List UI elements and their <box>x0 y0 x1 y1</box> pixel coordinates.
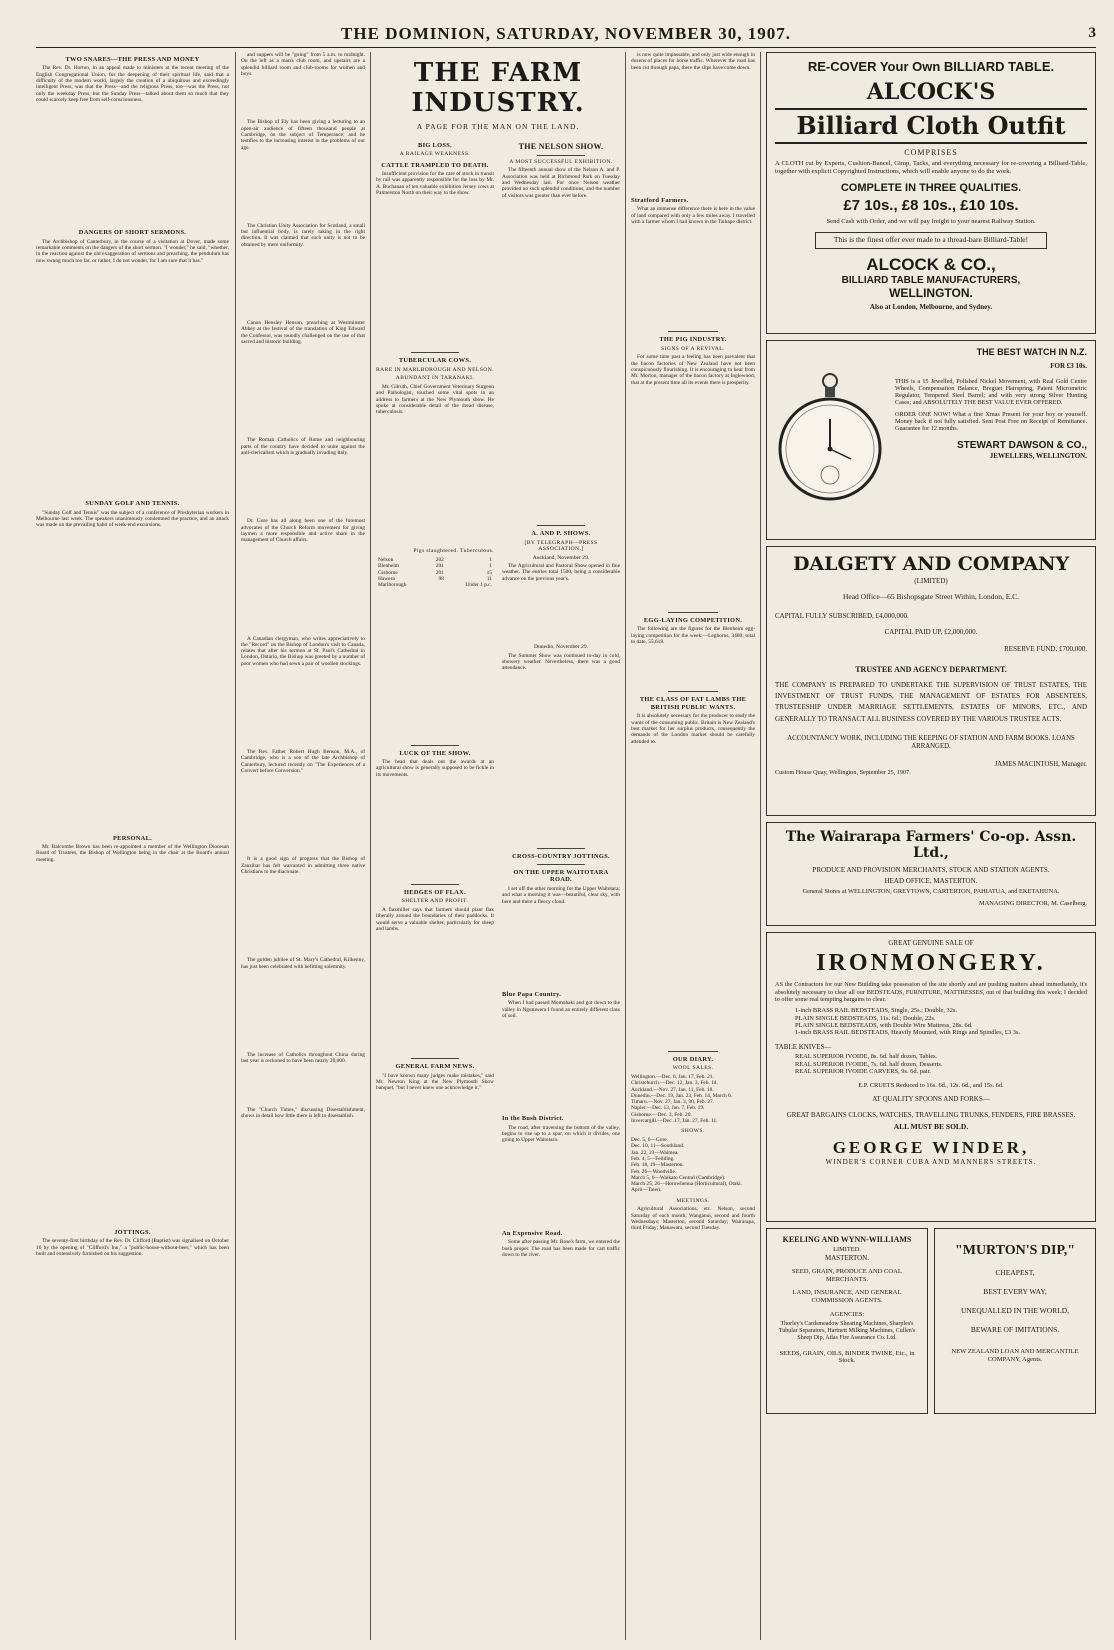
article-text: The seventy-first birthday of the Rev. Dr. Clifford (Baptist) was signalised on October 16 by the opening of "Clifford's Inn," a "public-house-without-beer," which has been built and extensively furnished on his suggestion. <box>36 1238 229 1258</box>
article-text: "I have known many judges make mistakes," said Mr. Newton King at the New Plymouth Show banquet, "but I never knew one acknowledge it." <box>376 1072 494 1092</box>
ad-bargains: GREAT BARGAINS CLOCKS, WATCHES, TRAVELLING TRUNKS, FENDERS, FIRE BRASSES. <box>786 1111 1076 1120</box>
heading: THE CLASS OF FAT LAMBS THE BRITISH PUBLIC WANTS. <box>639 696 747 711</box>
heading: A. AND P. SHOWS. <box>531 530 591 538</box>
article-text: A Canadian clergyman, who writes appreciatively to the "Record" on the Bishop of London's visit to Canada, relates that after his sermon at St. Paul's Cathedral in London, Ontario, the Bishop was greeted by a number of poor women who had sewn a pair of woollen stockings. <box>241 635 365 667</box>
subheading: A MOST SUCCESSFUL EXHIBITION. <box>509 158 613 165</box>
section-subtitle: A PAGE FOR THE MAN ON THE LAND. <box>416 121 580 131</box>
column-rule <box>370 52 371 1640</box>
heading: THE PIG INDUSTRY. <box>659 336 727 344</box>
ad-tag: GREAT GENUINE SALE OF <box>888 939 974 947</box>
article-text: The "Church Times," discussing Disestablishment, shows in detail how little there is left to disestablish. <box>241 1106 365 1119</box>
knife-item: REAL SUPERIOR IVOIDE, 7s. 6d. half dozen, Desserts. <box>795 1060 943 1068</box>
table-cell-district: Hawera <box>378 575 395 582</box>
ad-manager: MANAGING DIRECTOR, M. Caselberg. <box>978 899 1087 907</box>
knife-item: REAL SUPERIOR IVOIDE CARVERS, 9s. 6d. pair. <box>795 1068 931 1076</box>
table-cell-district: Gisborne <box>378 569 398 576</box>
ironmongery-ad <box>766 932 1096 1222</box>
bedstead-item: 1-inch BRASS RAIL BEDSTEADS, Single, 25s.; Double, 32s. <box>795 1007 958 1015</box>
stewart-dawson-watch-ad <box>766 340 1096 540</box>
article-text: For some time past a feeling has been prevalent that the bacon factories of New Zealand have not been conspicuously flourishing. It is encouraging to hear from Mr. Morton, manager of the bacon factory at Inglewood, that at the present time all its events there is prosperity. <box>631 354 755 386</box>
heading: THE NELSON SHOW. <box>518 141 604 151</box>
ad-seeds: SEEDS, GRAIN, OILS, BINDER TWINE, Etc., in Stock. <box>779 1349 915 1365</box>
article-text: The road, after traversing the bottom of the valley, begins to rise up to a spur, on which it divides, one going to Upper Waitotara. <box>502 1124 620 1144</box>
ad-agencies-head: AGENCIES: <box>829 1310 865 1318</box>
ad-name: DALGETY AND COMPANY <box>792 553 1070 575</box>
article-text: I set off the other morning for the Upper Waitotara; and what a morning it was—beautiful, clear sky, with here and there a fleecy cloud. <box>502 885 620 905</box>
article-text: The Christian Unity Association for Scotland, a small but influential body, is rarely taking in the right direction. It was claimed that such unity is not to be obtained by mere uniformity. <box>241 222 365 248</box>
knife-item: REAL SUPERIOR IVOIDE, 8s. 6d. half dozen, Tables. <box>795 1053 938 1061</box>
wool-sale-item: Timaru.—Nov. 27, Jan. 3, 30, Feb. 27. <box>631 1099 715 1106</box>
bedstead-item: PLAIN SINGLE BEDSTEADS, 11s. 6d.; Double, 22s. <box>795 1014 936 1022</box>
show-item: Dec. 10, 11—Southland. <box>631 1143 685 1150</box>
show-item: April—Taieri. <box>631 1187 662 1194</box>
wool-sale-item: Napier.—Dec. 13, Jan. 7, Feb. 19. <box>631 1105 705 1112</box>
heading: ON THE UPPER WAITOTARA ROAD. <box>513 869 609 884</box>
ad-comprises: COMPRISES <box>904 148 958 158</box>
article-text: The fifteenth annual show of the Nelson A. and P. Association was held at Richmond Park on Tuesday and Wednesday last. For once Nelson weather provided no such splendid conditions, and the number of visitors was greater than ever before. <box>502 167 620 199</box>
heading: CATTLE TRAMPLED TO DEATH. <box>381 161 489 169</box>
ad-boxed: This is the finest offer ever made to a thread-bare Billiard-Table! <box>815 232 1047 249</box>
article-text: The Bishop of Ely has been giving a lecturing to an open-air audience of fifteen thousand people at Cambridge, on the subject of Temperance; and he testifies to the increasing interest in the problems of our age. <box>241 119 365 151</box>
heading: PERSONAL. <box>112 834 153 842</box>
wool-sales-list <box>631 1074 755 1125</box>
table-cell-tb: 11 <box>486 575 492 582</box>
article-text: The Rev. Dr. Horton, in an appeal made to ministers at the recent meeting of the English Congregational Union, for the deepening of their spiritual life, said that a difficulty of the modern world, largely the creation of a ubiquitous and exceedingly intelligent Press, was that the Press—and the religious Press, too—was the Press, not only the weekday Press, but the Sunday Press—talked about them so much that they could scarcely keep free from self-consciousness. <box>36 65 229 104</box>
heading: An Expensive Road. <box>502 1229 563 1237</box>
ad-line: BEST EVERY WAY, <box>983 1287 1047 1297</box>
article-text: Mr. Balcombe Brown has been re-appointed a member of the Wellington Diocesan Board of Trustees, the Bishop of Wellington being in the chair at the Board's annual meeting. <box>36 844 229 863</box>
article-text: is now quite impassable, and only just wide enough in dozens of places for horse traffic. Wherever the road has been cut through papa, there the slips have come down. <box>631 52 755 71</box>
pocket-watch-icon <box>775 371 885 511</box>
ad-agencies: Thorley's Cardsmeadow Shearing Machines, Sharples's Tubular Separators, Hartnett Milking Machines, Cullen's Sheep Dip, Atlas Fire Assurance Co. Ltd. <box>778 1320 916 1341</box>
subheading: SIGNS OF A REVIVAL. <box>661 345 725 352</box>
ad-name: The Wairarapa Farmers' Co-op. Assn. Ltd., <box>785 829 1077 862</box>
ad-trade: PRODUCE AND PROVISION MERCHANTS, STOCK AND STATION AGENTS. <box>812 865 1050 874</box>
wool-sale-item: Christchurch.—Dec. 12, Jan. 3, Feb. 14. <box>631 1080 718 1087</box>
article-text: The golden jubilee of St. Mary's Cathedral, Kilkenny, has just been celebrated with befitting solemnity. <box>241 957 365 970</box>
table-cell-district: Blenheim <box>378 563 399 570</box>
section-title: THE FARM INDUSTRY. <box>411 58 585 119</box>
table-cell-tb: 1 <box>489 563 492 570</box>
ad-company: ALCOCK & CO., <box>866 254 996 274</box>
ad-capital-paid: CAPITAL PAID UP, £2,000,000. <box>884 628 978 637</box>
ad-prices: £7 10s., £8 10s., £10 10s. <box>843 196 1019 214</box>
heading: CROSS-COUNTRY JOTTINGS. <box>512 852 610 860</box>
heading: Stratford Farmers. <box>631 196 689 204</box>
ad-body: THE COMPANY IS PREPARED TO UNDERTAKE THE SUPERVISION OF TRUST ESTATES, THE INVESTMENT OF TRUST FUNDS, THE MANAGEMENT OF ESTATES FOR ABSENTEES, TRUSTEESHIP UNDER MARRIAGE SETTLEMENTS, ESTATES OF MINORS, ETC., AND GENERALLY TO TRANSACT ALL BUSINESS COVERED BY THE VARIOUS TRUSTEE ACTS. <box>775 681 1087 723</box>
column-church-notes <box>241 52 365 1640</box>
article-text: Canon Hensley Henson, preaching at Westminster Abbey at the festival of the translation of King Edward the Confessor, was roundly challenged on the use of that sacred and historic building. <box>241 320 365 345</box>
article-text: and suppers will be "going" from 5 a.m. to midnight. On the left as a man's club room, and upstairs are a splendid billiard room and club-rooms for women and boys. <box>241 52 365 77</box>
subheading: SHELTER AND PROFIT. <box>401 898 469 905</box>
ad-order: Send Cash with Order, and we will pay freight to your nearest Railway Station. <box>826 218 1036 226</box>
wool-sale-item: Dunedin.—Dec. 19, Jan. 23, Feb. 14, March 6. <box>631 1092 733 1099</box>
ad-also: Also at London, Melbourne, and Sydney. <box>869 303 993 312</box>
heading: TWO SNARES—THE PRESS AND MONEY <box>65 56 200 63</box>
article-text: The Roman Catholics of Rome and neighbouring parts of the country have decided to unite against the anti-clericalism which is gradually invading Italy. <box>241 437 365 456</box>
ad-intro: AS the Contractors for our New Building take possession of the site shortly and are pushing matters ahead immediately, it's absolutely necessary to clear all our BEDSTEADS, FURNITURE, MATTRESSES, out of that building this week; I decided to offer some real tempting bargains to clear. <box>775 981 1087 1003</box>
ad-town: MASTERTON. <box>825 1253 869 1262</box>
bedstead-item: PLAIN SINGLE BEDSTEADS, with Double Wire Mattress, 28s. 6d. <box>795 1021 973 1029</box>
dateline: Dunedin, November 29. <box>533 644 589 651</box>
knives-list <box>775 1053 1087 1075</box>
article-text: The head that deals out the awards at an agricultural show is generally supposed to be fickle in its movements. <box>376 759 494 778</box>
table-cell-pigs: 201 <box>435 569 444 576</box>
show-item: Feb. 18, 19—Masterton. <box>631 1162 684 1169</box>
subheading: A RAILAGE WEAKNESS. <box>399 151 471 158</box>
ad-brand: ALCOCK'S <box>866 79 996 106</box>
ad-name: "MURTON'S DIP," <box>954 1243 1076 1258</box>
table-cell-pigs <box>427 582 446 588</box>
ad-body: A CLOTH cut by Experts, Cushion-Bancel, Gimp, Tacks, and everything necessary for re-covering a Billiard-Table, together with explicit Copyrighted Instructions, which will enable anyone to do the work. <box>775 160 1087 176</box>
table-caption: Pigs slaughtered. Tuberculous. <box>413 548 494 555</box>
dalgety-ad <box>766 546 1096 816</box>
table-cell-tb: Under 1 p.c. <box>465 582 492 589</box>
ad-price: FOR £3 10s. <box>1050 361 1087 370</box>
wool-sale-item: Wellington.—Dec. 6, Jan. 17, Feb. 21. <box>631 1073 714 1080</box>
farm-industry-section <box>376 52 620 1640</box>
ad-limited: (LIMITED) <box>914 577 948 586</box>
wool-sale-item: Invercargill.—Dec. 17, Jan. 27, Feb. 11. <box>631 1118 718 1125</box>
article-text: The Agricultural and Pastoral Show opened in fine weather. The entries total 1500, being a considerable advance on the previous year's. <box>502 563 620 582</box>
ad-qualities: COMPLETE IN THREE QUALITIES. <box>840 181 1022 194</box>
article-text <box>36 105 229 225</box>
ad-address: WINDER'S CORNER CUBA AND MANNERS STREETS. <box>825 1158 1037 1167</box>
table-cell-district: Nelson <box>378 556 394 563</box>
ad-cruets: E.P. CRUETS Reduced to 16s. 6d., 12s. 6d., and 15s. 6d. <box>858 1081 1004 1089</box>
keeling-wynn-williams-ad <box>766 1228 928 1414</box>
murtons-dip-ad <box>934 1228 1096 1414</box>
article-text: Some after passing Mr. Rose's farm, we entered the bush proper. The road has been made for cart traffic down to the river. <box>502 1239 620 1258</box>
subheading: RARE IN MARLBOROUGH AND NELSON. <box>376 366 494 373</box>
article-text: Insufficient provision for the care of stock in transit by rail was apparently responsible for the loss by Mr. A. Buchanan of ten valuable exhibition Jersey cows at Palmerston North on their way to the show. <box>376 171 494 197</box>
advertisements-column <box>766 52 1096 1640</box>
table-cell-district: Marlborough <box>378 582 407 589</box>
subheading: WOOL SALES. <box>672 1065 714 1072</box>
article-text: The following are the figures for the Blenheim egg-laying competition for the week:—Leghorns, 3480; total to date, 55,618. <box>631 626 755 646</box>
show-item: Jan. 22, 23—Waimea. <box>631 1149 679 1156</box>
article-text: The Summer Show was continued to-day in cold, showery weather. Nevertheless, there was a good attendance. <box>502 652 620 672</box>
ad-order: ORDER ONE NOW! What a fine Xmas Present for your boy or yourself. Money back if not fully satisfied. Sent Post Free on Receipt of Remittance. Guarantee for 12 months. <box>895 410 1087 433</box>
article-text: The Archbishop of Canterbury, in the course of a visitation at Dover, made some remarkable comments on the dangers of the short sermon. "I wonder," he said, "whether, in the reaction against the old exaggeration of sermons and preaching, the pendulum has now swung much too far, or rather, I do not wonder, for I am sure that it has." <box>36 238 229 264</box>
farm-left-column <box>376 138 494 1261</box>
ad-headline: THE BEST WATCH IN N.Z. <box>976 347 1087 357</box>
table-cell-pigs: 98 <box>438 575 444 582</box>
heading: BIG LOSS. <box>418 141 452 149</box>
article-text: "Sunday Golf and Tennis" was the subject of a conference of Presbyterian workers in Melbourne last week. The speakers unanimously condemned the practice, and an attack was made on the prevailing habit of week-end excursions. <box>36 509 229 529</box>
article-text: When I had passed Momohaki and got down to the valley in Ngutuwera I found an entirely different class of soil. <box>502 1000 620 1020</box>
column-rule <box>235 52 236 1640</box>
article-text: It is a good sign of progress that the Bishop of Zanzibar has felt warranted in admitting three native Christians to the diaconate. <box>241 856 365 875</box>
ad-product: Billiard Cloth Outfit <box>775 108 1087 144</box>
ad-trade: BILLIARD TABLE MANUFACTURERS, <box>841 274 1021 286</box>
ad-closing: ALL MUST BE SOLD. <box>893 1122 969 1132</box>
column-religious-news <box>36 52 229 1640</box>
ad-body: THIS is a 15 Jewelled, Polished Nickel Movement, with Real Gold Centre Wheels, Compensation Balance, Breguet Hairspring, Patent Micrometric Regulator, Tempered Steel Barrel; and with very strong Silver Hunting Cases; and ABSOLUTELY THE BEST VALUE EVER OFFERED. <box>895 377 1087 407</box>
tuberculosis-table <box>376 557 494 589</box>
ad-stores: General Stores at WELLINGTON, GREYTOWN, CARTERTON, PAHIATUA, and EKETAHUNA. <box>802 888 1060 896</box>
ad-land: LAND, INSURANCE, AND GENERAL COMMISSION AGENTS. <box>792 1289 902 1305</box>
ad-company: STEWART DAWSON & CO., <box>957 440 1087 452</box>
article-text: Dr. Gore has all along been one of the foremost advocates of the Church Reform movement for giving laymen a more responsible and active share in the management of Church affairs. <box>241 518 365 544</box>
ad-line: BEWARE OF IMITATIONS. <box>970 1324 1060 1334</box>
show-item: March 5, 6—Waikato Central (Cambridge). <box>631 1174 726 1181</box>
heading: JOTTINGS. <box>114 1228 151 1236</box>
article-text: It is absolutely necessary for the producer to study the wants of the consuming public. Britain is New Zealand's best market for her surplus products, consequently the demands of the London market should be carefully attended to. <box>631 713 755 745</box>
subheading: MEETINGS. <box>676 1197 710 1204</box>
heading: Blue Papa Country. <box>502 990 562 998</box>
ad-reserve: RESERVE FUND, £700,000. <box>1004 644 1087 653</box>
column-rule <box>760 52 761 1640</box>
ad-office: Head Office—65 Bishopsgate Street Within, London, E.C. <box>842 592 1020 602</box>
table-row <box>376 582 494 588</box>
heading: GENERAL FARM NEWS. <box>395 1063 475 1071</box>
table-cell-pigs: 201 <box>435 563 444 570</box>
article-text: A flaxmiller says that farmers should plant flax liberally around the boundaries of their paddocks. It would serve a valuable shelter, particularly for sheep and lambs. <box>376 906 494 932</box>
ad-seller: GEORGE WINDER, <box>832 1138 1030 1158</box>
subheading: [BY TELEGRAPH—PRESS ASSOCIATION.] <box>524 539 598 553</box>
heading: TUBERCULAR COWS. <box>398 357 472 365</box>
ad-line: UNEQUALLED IN THE WORLD, <box>960 1305 1070 1315</box>
column-rule <box>625 52 626 1640</box>
dateline: Auckland, November 29. <box>532 554 590 561</box>
ad-limited: LIMITED. <box>833 1246 861 1254</box>
ad-manager: JAMES MACINTOSH, Manager. <box>994 760 1087 768</box>
ad-address: Custom House Quay, Wellington, September 25, 1907. <box>775 768 911 776</box>
ad-line: CHEAPEST, <box>995 1268 1035 1278</box>
article-text: What an immense difference there is here in the value of land compared with only a few miles away. I travelled with a farmer whom I had known in the Taihape district. <box>631 206 755 226</box>
wool-sale-item: Gisborne.—Dec. 3, Feb. 20. <box>631 1111 692 1118</box>
heading: OUR DIARY. <box>672 1055 714 1063</box>
ad-title: IRONMONGERY. <box>816 950 1046 977</box>
ad-trade: SEED, GRAIN, PRODUCE AND COAL MERCHANTS. <box>792 1268 902 1283</box>
show-item: March 25, 26—Horowhenua (Horticultural), Otaki. <box>631 1181 742 1188</box>
shows-list <box>631 1137 755 1194</box>
ad-capital-subscribed: CAPITAL FULLY SUBSCRIBED, £4,000,000. <box>775 612 909 621</box>
table-cell-tb: 1 <box>489 556 492 563</box>
article-text: The Rev. Father Robert Hugh Benson, M.A., of Cambridge, who is a son of the late Archbishop of Canterbury, lectured recently on "The Experiences of a Convert before Conversion." <box>241 749 365 774</box>
masthead-title: THE DOMINION, SATURDAY, NOVEMBER 30, 1907. <box>341 23 791 43</box>
farm-right-column <box>502 138 620 1261</box>
ad-trade: JEWELLERS, WELLINGTON. <box>989 452 1087 461</box>
bedstead-list <box>775 1007 1087 1037</box>
alcock-billiard-ad <box>766 52 1096 334</box>
show-item: Feb. 4, 5—Feilding. <box>631 1155 675 1162</box>
wool-sale-item: Auckland.—Nov. 27, Jan. 11, Feb. 18. <box>631 1086 714 1093</box>
ad-office: HEAD OFFICE, MASTERTON. <box>884 876 978 885</box>
ad-agent: NEW ZEALAND LOAN AND MERCANTILE COMPANY, Agents. <box>951 1348 1079 1364</box>
heading: HEDGES OF FLAX. <box>404 888 466 896</box>
ad-spoons: AT QUALITY SPOONS AND FORKS— <box>872 1095 990 1104</box>
ad-accountancy: ACCOUNTANCY WORK, INCLUDING THE KEEPING OF STATION AND FARM BOOKS. LOANS ARRANGED. <box>787 734 1075 750</box>
heading: DANGERS OF SHORT SERMONS. <box>78 229 187 237</box>
subheading: ABUNDANT IN TARANAKI. <box>395 375 475 382</box>
table-cell-tb: 15 <box>486 569 492 576</box>
heading: EGG-LAYING COMPETITION. <box>643 616 743 624</box>
wairarapa-farmers-ad <box>766 822 1096 926</box>
ad-knives-head: TABLE KNIVES— <box>775 1042 832 1051</box>
masthead <box>36 20 1096 48</box>
column-farm-continued <box>631 52 755 1640</box>
ad-name: KEELING AND WYNN-WILLIAMS <box>782 1235 912 1244</box>
table-cell-pigs: 202 <box>435 556 444 563</box>
ad-dept: TRUSTEE AND AGENCY DEPARTMENT. <box>855 664 1007 674</box>
heading: SUNDAY GOLF AND TENNIS. <box>85 500 180 508</box>
ad-headline: RE-COVER Your Own BILLIARD TABLE. <box>807 59 1055 74</box>
page-number: 3 <box>1088 25 1096 41</box>
heading: LUCK OF THE SHOW. <box>399 749 471 757</box>
article-text: Agricultural Associations, etc. Nelson, second Saturday of each month; Wanganui, second and fourth Wednesdays; Masterton, second Saturday; Wairarapa, third Friday; Manawatu, second Tuesday. <box>631 1206 755 1232</box>
bedstead-item: 1-inch BRASS RAIL BEDSTEADS, Heavily Mounted, with Rings and Spindles, £3 3s. <box>795 1029 1021 1037</box>
article-text: The increase of Catholics throughout China during last year is reckoned to have been nearly 20,000. <box>241 1051 365 1065</box>
heading: In the Bush District. <box>502 1115 564 1123</box>
article-text: Mr. Gilruth, Chief Government Veterinary Surgeon and Pathologist, touched some vital spots in an address to farmers at the New Plymouth show. He spoke at considerable detail of the dread disease, tuberculosis. <box>376 383 494 416</box>
show-item: Dec. 5, 6—Gore. <box>631 1136 668 1143</box>
show-item: Feb. 26—Woodville. <box>631 1168 677 1175</box>
ad-city: WELLINGTON. <box>889 286 973 301</box>
subheading: SHOWS. <box>681 1128 705 1135</box>
